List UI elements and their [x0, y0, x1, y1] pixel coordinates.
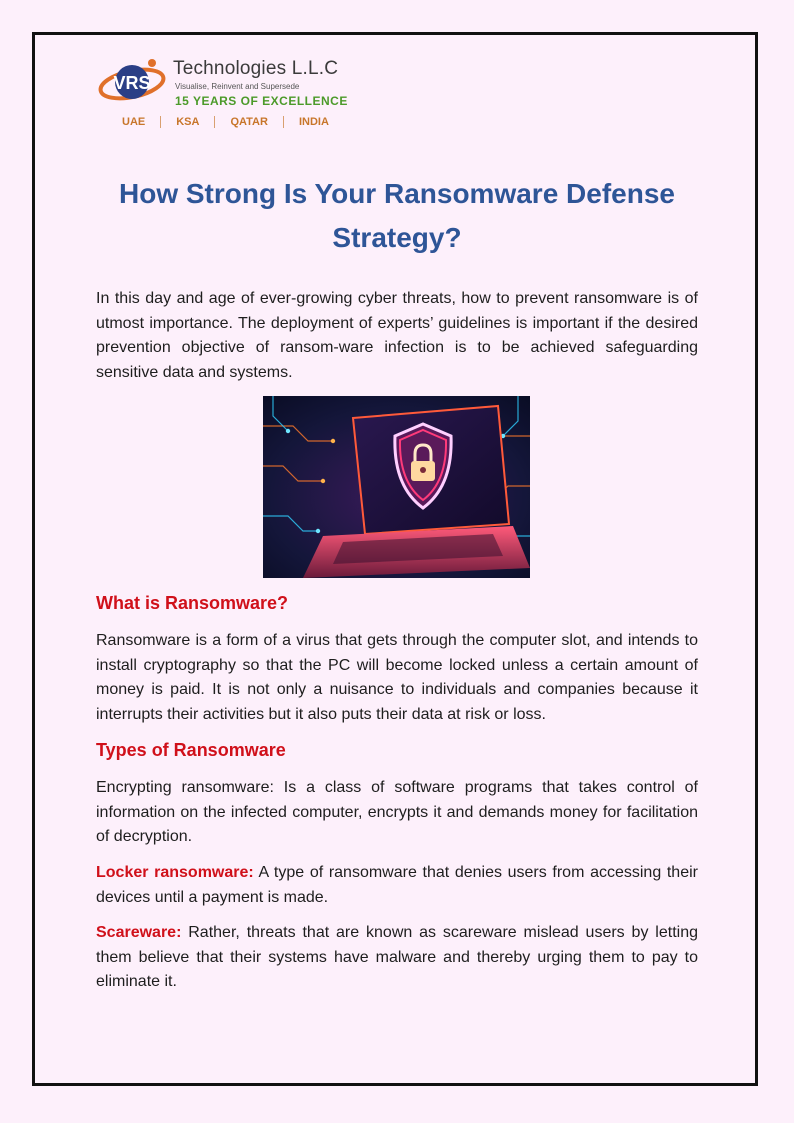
laptop-shield-lock-icon: [263, 396, 530, 578]
region-uae: UAE: [122, 116, 146, 128]
region-list: [122, 116, 344, 128]
types-heading: Types of Ransomware: [96, 740, 286, 760]
scareware-label: Scareware:: [96, 924, 182, 941]
company-tagline: Visualise, Reinvent and Supersede: [175, 82, 300, 91]
years-of-excellence: 15 YEARS OF EXCELLENCE: [175, 94, 348, 108]
what-is-ransomware-heading: What is Ransomware?: [96, 593, 289, 613]
scareware-paragraph: [96, 921, 698, 995]
what-is-ransomware-text: Ransomware is a form of a virus that gets through the computer slot, and intends to install cryptography so that the PC will become locked unless a certain amount of money is paid. It is not only a nuisance to individuals and companies because it interrupts their activities but it also puts their data at risk or loss.: [96, 632, 698, 723]
scareware-text: Rather, threats that are known as scareware mislead users by letting them believe that their systems have malware and thereby urging them to pay to eliminate it.: [96, 924, 698, 990]
locker-ransomware-paragraph: [96, 861, 698, 910]
company-logo: [98, 54, 358, 134]
region-india: INDIA: [283, 116, 344, 128]
company-name: Technologies L.L.C: [173, 58, 339, 79]
page-title: How Strong Is Your Ransomware Defense Strategy?: [119, 178, 675, 253]
region-qatar: QATAR: [214, 116, 282, 128]
locker-ransomware-label: Locker ransomware:: [96, 864, 254, 881]
intro-paragraph: In this day and age of ever-growing cyber threats, how to prevent ransomware is of utmost importance. The deployment of experts’ guidelines is important if the desired prevention objective of ransom-ware infection is to be achieved safeguarding sensitive data and systems.: [96, 290, 698, 381]
locker-ransomware-text: A type of ransomware that denies users from accessing their devices until a payment is made.: [96, 864, 698, 906]
vrs-logo-icon: [98, 58, 170, 106]
ransomware-hero-image: [263, 396, 530, 578]
region-ksa: KSA: [160, 116, 214, 128]
logo-mark-text: VRS: [113, 73, 151, 93]
encrypting-ransomware-text: Encrypting ransomware: Is a class of software programs that takes control of information on the infected computer, encrypts it and demands money for facilitation of decryption.: [96, 779, 698, 845]
